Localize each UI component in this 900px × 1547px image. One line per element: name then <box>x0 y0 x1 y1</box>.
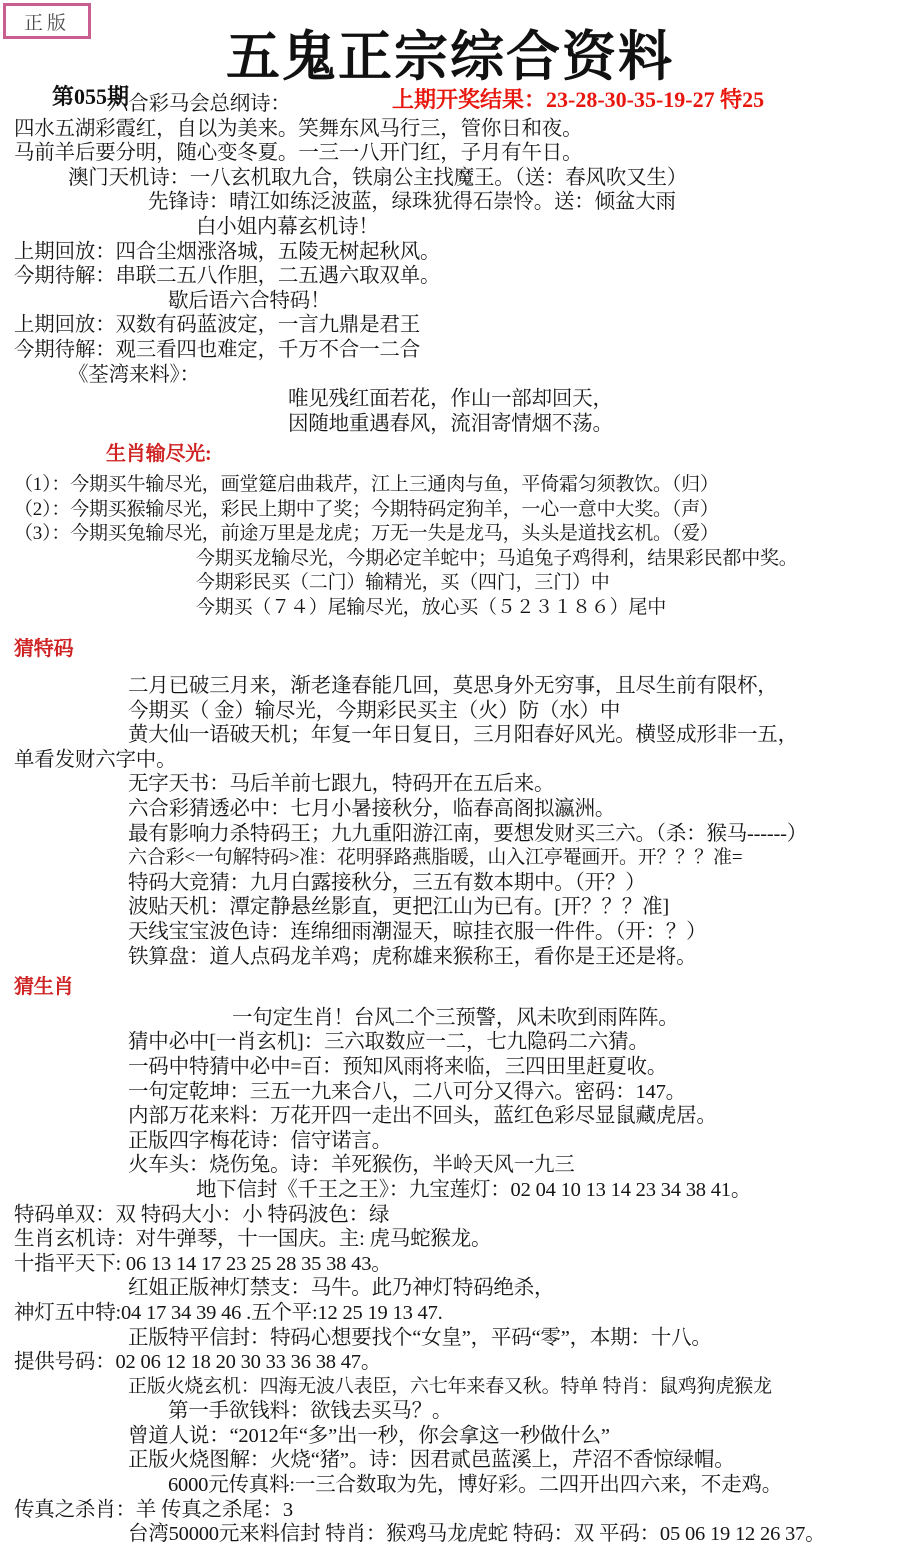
text-line: 猜中必中[一肖玄机]：三六取数应一二，七九隐码二六猜。 <box>128 1031 649 1054</box>
text-line: 特码单双：双 特码大小：小 特码波色：绿 <box>14 1203 390 1226</box>
text-line: 特码大竞猜：九月白露接秋分，三五有数本期中。（开？） <box>128 871 646 894</box>
content-body <box>0 92 900 1547</box>
text-line: 今期彩民买（二门）输精光，买（四门，三门）中 <box>196 572 610 594</box>
text-line: 今期买（７４）尾输尽光，放心买（５２３１８６）尾中 <box>196 596 667 618</box>
text-line: 正版火烧玄机：四海无波八表臣，六七年来春又秋。特单 特肖：鼠鸡狗虎猴龙 <box>128 1375 772 1397</box>
text-line: 第一手欲钱料：欲钱去买马？。 <box>168 1400 453 1423</box>
text-line: 上期回放：四合尘烟涨洛城，五陵无树起秋风。 <box>14 240 441 263</box>
text-line: 因随地重遇春风，流泪寄情烟不荡。 <box>288 412 613 435</box>
text-line: （1）：今期买牛输尽光，画堂筵启曲栽芹，江上三通肉与鱼，平倚霜匀须教饮。（归） <box>14 473 719 495</box>
text-line: 无字天书：马后羊前七跟九，特码开在五后来。 <box>128 773 555 796</box>
text-line: 今期待解：观三看四也难定，千万不合一二合 <box>14 338 420 361</box>
text-line: 《荃湾来料》： <box>68 363 200 386</box>
text-line: 十指平天下: 06 13 14 17 23 25 28 35 38 43。 <box>14 1252 392 1275</box>
text-line: 生肖玄机诗：对牛弹琴，十一国庆。主: 虎马蛇猴龙。 <box>14 1228 492 1251</box>
text-line: 六合彩马会总纲诗： <box>108 93 291 115</box>
edition-badge-label: 正版 <box>23 12 70 34</box>
text-line: 单看发财六字中。 <box>14 748 177 771</box>
text-line: 传真之杀肖：羊 传真之杀尾：3 <box>14 1498 293 1521</box>
text-line: 正版火烧图解：火烧“猪”。诗：因君贰邑蓝溪上，芹沼不香惊绿帽。 <box>128 1449 735 1472</box>
text-line: 二月已破三月来，渐老逢春能几回，莫思身外无穷事，且尽生前有限杯， <box>128 675 778 698</box>
text-line: 最有影响力杀特码王；九九重阳游江南，要想发财买三六。（杀：猴马------） <box>128 822 808 845</box>
section-header-caitema: 猜特码 <box>14 638 74 661</box>
spacer <box>0 662 900 674</box>
text-line: （3）：今期买兔输尽光，前途万里是龙虎；万无一失是龙马，头头是道找玄机。（爱） <box>14 523 719 545</box>
last-draw-result: 上期开奖结果：23-28-30-35-19-27 特25 <box>392 87 765 112</box>
text-line: 一句定生肖！台风二个三预警，风未吹到雨阵阵。 <box>232 1006 679 1029</box>
text-line: 台湾50000元来料信封 特肖：猴鸡马龙虎蛇 特码：双 平码：05 06 19 12 26 37。 <box>128 1523 826 1546</box>
text-line: 澳门天机诗：一八玄机取九合，铁扇公主找魔王。（送：春风吹又生） <box>68 166 688 189</box>
text-line: 马前羊后要分明，随心变冬夏。一三一八开门红，子月有午日。 <box>14 142 583 165</box>
spacer <box>0 620 900 637</box>
text-line: 神灯五中特:04 17 34 39 46 .五个平:12 25 19 13 47. <box>14 1301 443 1324</box>
text-line: （2）：今期买猴输尽光，彩民上期中了奖；今期特码定狗羊，一心一意中大奖。（声） <box>14 498 719 520</box>
text-line: 地下信封《千王之王》：九宝莲灯：02 04 10 13 14 23 34 38 41。 <box>196 1178 752 1201</box>
text-line: 今期待解：串联二五八作胆，二五遇六取双单。 <box>14 265 441 288</box>
text-line: 内部万花来料：万花开四一走出不回头，蓝红色彩尽显鼠藏虎居。 <box>128 1105 717 1128</box>
text-line: 歇后语六合特码！ <box>168 289 331 312</box>
text-line: 四水五湖彩霞红，自以为美来。笑舞东风马行三，管你日和夜。 <box>14 117 583 140</box>
text-line: 6000元传真料:一三合数取为先，博好彩。二四开出四六来，不走鸡。 <box>168 1474 783 1497</box>
page-title: 五鬼正宗综合资料 <box>226 24 674 88</box>
text-line: 红姐正版神灯禁支：马牛。此乃神灯特码绝杀， <box>128 1277 555 1300</box>
text-line: 铁算盘：道人点码龙羊鸡；虎称雄来猴称王，看你是王还是将。 <box>128 945 697 968</box>
text-line: 黄大仙一语破天机；年复一年日复日，三月阳春好风光。横竖成形非一五， <box>128 724 798 747</box>
text-line: 天线宝宝波色诗：连绵细雨潮湿天，晾挂衣服一件件。（开：？） <box>128 921 707 943</box>
text-line: 六合彩<一句解特码>准：花明驿路燕脂暖，山入江亭罨画开。开？？？准= <box>128 847 743 869</box>
text-line: 波贴天机：潭定静悬丝影直，更把江山为已有。[开？？？准] <box>128 896 670 919</box>
text-line: 提供号码：02 06 12 18 20 30 33 36 38 47。 <box>14 1351 382 1374</box>
text-line: 一句定乾坤：三五一九来合八，二八可分又得六。密码：147。 <box>128 1080 686 1103</box>
text-line: 火车头：烧伤兔。诗：羊死猴伤，半岭天风一九三 <box>128 1154 575 1177</box>
text-line: 六合彩猜透必中：七月小暑接秋分，临春高阁拟瀛洲。 <box>128 798 616 821</box>
text-line: 正版四字梅花诗：信守诺言。 <box>128 1129 392 1152</box>
section-header-shengxiaoshujinguang: 生肖输尽光: <box>106 443 212 466</box>
text-line: 正版特平信封：特码心想要找个“女皇”，平码“零”，本期：十八。 <box>128 1326 712 1349</box>
text-line: 今期买龙输尽光，今期必定羊蛇中；马追兔子鸡得利，结果彩民都中奖。 <box>196 547 798 569</box>
text-line: 一码中特猜中必中=百：预知风雨将来临，三四田里赶夏收。 <box>128 1055 668 1078</box>
issue-number: 第055期 <box>52 84 130 109</box>
text-line: 白小姐内幕玄机诗！ <box>196 215 379 238</box>
text-line: 先锋诗：晴江如练泛波蓝，绿珠犹得石崇怜。送：倾盆大雨 <box>148 191 676 214</box>
text-line: 上期回放：双数有码蓝波定，一言九鼎是君王 <box>14 314 420 337</box>
text-line: 唯见残红面若花，作山一部却回天， <box>288 388 613 411</box>
section-header-caishengxiao: 猜生肖 <box>14 976 74 999</box>
text-line: 今期买（ 金）输尽光，今期彩民买主（火）防（水）中 <box>128 699 621 722</box>
text-line: 曾道人说：“2012年“多”出一秒，你会拿这一秒做什么” <box>128 1424 610 1447</box>
